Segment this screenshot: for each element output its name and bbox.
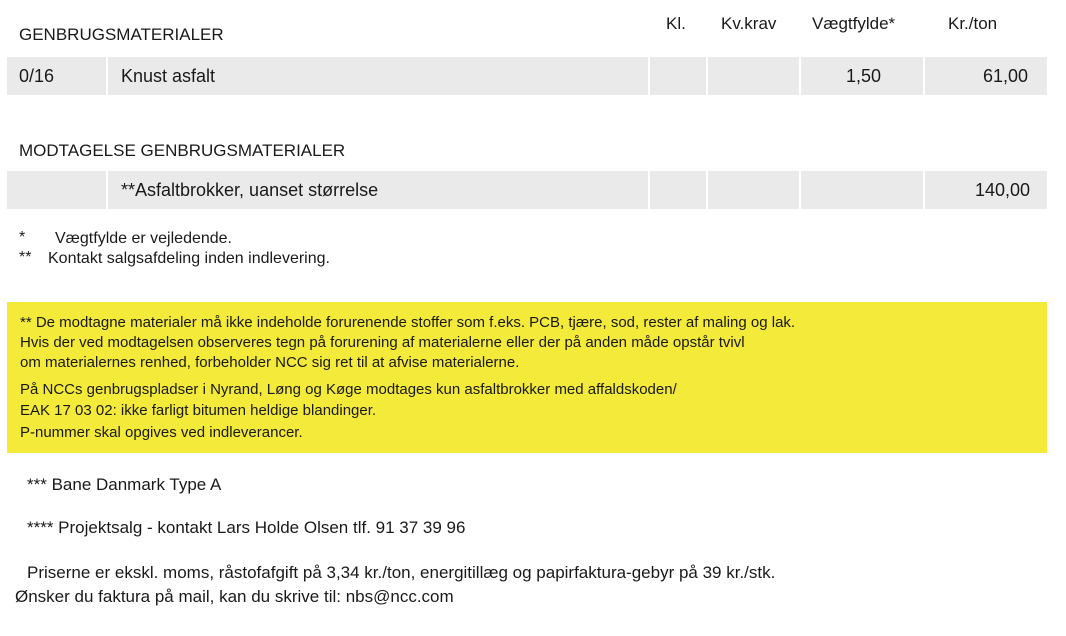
notice-line: Hvis der ved modtagelsen observeres tegn på forurening af materialerne eller der på anden måde opstår tvivl: [20, 334, 745, 351]
note-invoice-mail: Ønsker du faktura på mail, kan du skrive til: nbs@ncc.com: [15, 587, 454, 606]
note-bane-danmark: *** Bane Danmark Type A: [27, 475, 222, 494]
notice-line: På NCCs genbrugspladser i Nyrand, Løng og Køge modtages kun asfaltbrokker med affaldskoden/: [20, 381, 677, 398]
row-kvkrav: [708, 57, 799, 95]
footnote-mark: **: [19, 249, 32, 266]
section-title-genbrugsmaterialer: GENBRUGSMATERIALER: [19, 25, 224, 44]
notice-line: P-nummer skal opgives ved indleverancer.: [20, 424, 303, 441]
row-code: 0/16: [7, 57, 106, 95]
note-projektsalg: **** Projektsalg - kontakt Lars Holde Olsen tlf. 91 37 39 96: [27, 518, 466, 537]
row-code: [7, 171, 106, 209]
row-kl: [650, 171, 706, 209]
footnote-mark: *: [19, 229, 26, 246]
column-header-price: Kr./ton: [948, 14, 998, 33]
table-row: [7, 171, 1047, 209]
note-prices: Priserne er ekskl. moms, råstofafgift på 3,34 kr./ton, energitillæg og papirfaktura-gebyr på 39 kr./stk.: [27, 563, 776, 582]
row-kl: [650, 57, 706, 95]
footnote-text: Kontakt salgsafdeling inden indlevering.: [48, 250, 330, 267]
row-price: 140,00: [925, 171, 1047, 209]
notice-box: [7, 302, 1047, 453]
table-row: [7, 57, 1047, 95]
row-name: Knust asfalt: [108, 57, 648, 95]
row-vaegtfylde: 1,50: [801, 57, 923, 95]
column-header-kl: Kl.: [666, 14, 686, 33]
column-header-vaegtfylde: Vægtfylde*: [812, 14, 896, 33]
row-name: **Asfaltbrokker, uanset størrelse: [108, 171, 648, 209]
row-vaegtfylde: [801, 171, 923, 209]
row-kvkrav: [708, 171, 799, 209]
footnote-text: Vægtfylde er vejledende.: [55, 230, 232, 247]
notice-line: om materialernes renhed, forbeholder NCC sig ret til at afvise materialerne.: [20, 354, 520, 371]
row-price: 61,00: [925, 57, 1047, 95]
column-header-kvkrav: Kv.krav: [721, 14, 777, 33]
section-title-modtagelse: MODTAGELSE GENBRUGSMATERIALER: [19, 141, 346, 160]
notice-line: EAK 17 03 02: ikke farligt bitumen heldige blandinger.: [20, 402, 377, 419]
notice-line: ** De modtagne materialer må ikke indeholde forurenende stoffer som f.eks. PCB, tjære, sod, rester af maling og lak.: [20, 314, 796, 331]
